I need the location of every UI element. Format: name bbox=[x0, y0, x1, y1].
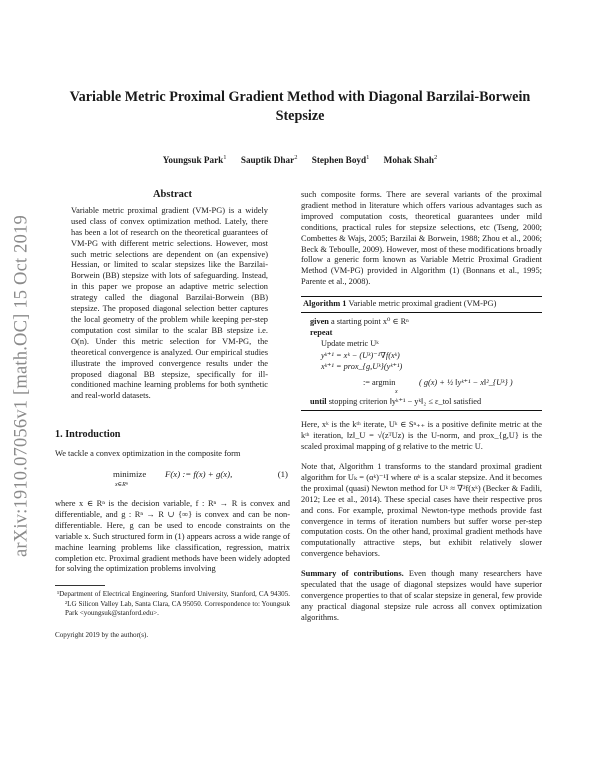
arxiv-stamp: arXiv:1910.07056v1 [math.OC] 15 Oct 2019 bbox=[11, 215, 32, 557]
abstract-text: Variable metric proximal gradient (VM-PG) is a widely used class of convex optimization method. Lately, there has been a lot of research on the theoretical guarantees of VM-PG with different metric selections. However, most such metric selections are dependent on (an expensive) Hessian, or limited to scalar stepsizes like the Barzilai-Borwein (BB) stepsize with lots of safeguarding. Instead, in this paper we propose an adaptive metric selection strategy called the diagonal Barzilai-Borwein (BB) stepsize. The proposed diagonal selection better captures the local geometry of the problem while keeping per-step computation cost similar to the scalar BB stepsize i.e. O(n). Under this metric selection for VM-PG, the theoretical convergence is analyzed. Our empirical studies illustrate the improved convergence results under the proposed diagonal BB stepsize, specifically for ill-conditioned machine learning problems for both synthetic and real-world datasets. bbox=[71, 205, 268, 401]
intro-paragraph-2: where x ∈ Rⁿ is the decision variable, f : Rⁿ → R is convex and differentiable, and g : Rⁿ → R ∪ {∞} is convex and can be non-differentiable. Here, g can be used to encode constraints on the variable x. Such structured form in (1) appears across a wide range of machine learning problems like classification, regression, matrix completion etc. Proximal gradient methods have been widely adopted for solving the optimization problems involving bbox=[55, 499, 290, 574]
algorithm-caption bbox=[301, 297, 542, 313]
footnote-rule bbox=[55, 585, 105, 586]
right-paragraph-3: Note that, Algorithm 1 transforms to the standard proximal gradient algorithm for Uₖ = (αᵏ)⁻¹I where αᵏ is a scalar stepsize. And it becomes the proximal (quasi) Newton method for Uᵏ ≈ ∇²f(xᵏ) (Becker & Fadili, 2012; Lee et al., 2014). These special cases have their respective pros and cons. For example, proximal Newton-type methods provide fast convergence in terms of iteration numbers but suffer worse per-step computation costs. On the other hand, proximal gradient methods have computationally attractive steps, but exhibit relatively slower convergence behaviors. bbox=[301, 462, 542, 559]
algorithm-line-update: Update metric Uᵏ bbox=[321, 339, 379, 349]
intro-paragraph-1: We tackle a convex optimization in the composite form bbox=[55, 449, 241, 459]
paper-title: Variable Metric Proximal Gradient Method with Diagonal Barzilai-Borwein Stepsize bbox=[69, 89, 531, 124]
right-paragraph-1: such composite forms. There are several variants of the proximal gradient method in literature which offers various advantages such as improved computation costs, theoretical guarantees under mild conditions, practical rules for stepsize selections, etc (Tseng, 2000; Combettes & Wajs, 2005; Barzilai & Borwein, 1988; Zhou et al., 2006; Beck & Teboulle, 2009). However, most of these modifications broadly follow a generic form known as Variable Metric Proximal Gradient Method (VM-PG) provided in Algorithm (1) (Bonnans et al., 1995; Parente et al., 2008). bbox=[301, 190, 542, 287]
right-paragraph-2: Here, xᵏ is the kᵗʰ iterate, Uᵏ ∈ Sⁿ₊₊ is a positive definite metric at the kᵗʰ iteration, ‖z‖_U = √(zᵀUz) is the U-norm, and prox_{g,U} is the scaled proximal mapping of g relative to the metric U. bbox=[301, 420, 542, 452]
algorithm-line-prox-step: xᵏ⁺¹ = prox_{g,Uᵏ}(yᵏ⁺¹) bbox=[321, 361, 403, 371]
author: Mohak Shah$^2$ bbox=[383, 154, 438, 166]
left-column bbox=[55, 190, 290, 641]
equation-operator: minimize bbox=[113, 469, 147, 480]
algorithm-label: Algorithm 1 bbox=[303, 299, 347, 309]
right-column bbox=[301, 190, 542, 624]
algorithm-line-until: until stopping criterion ‖yᵏ⁺¹ − yᵏ‖₂ ≤ ε_tol satisfied bbox=[310, 397, 482, 407]
author: Youngsuk Park$^1$ bbox=[162, 154, 227, 166]
copyright-note: Copyright 2019 by the author(s). bbox=[55, 630, 149, 639]
abstract-body bbox=[71, 206, 268, 402]
algorithm-box bbox=[301, 296, 542, 411]
affiliation-footnote: ¹Department of Electrical Engineering, Stanford University, Stanford, CA 94305. ²LG Silicon Valley Lab, Santa Clara, CA 95050. Correspondence to: Youngsuk Park <youngsuk@stanford.edu>. bbox=[57, 590, 290, 617]
author: Sauptik Dhar$^2$ bbox=[240, 154, 298, 166]
right-paragraph-4: Summary of contributions. Even though many researchers have speculated that the usage of diagonal stepsizes would have superior convergence properties to that of scalar stepsize in general, few provide any practical diagonal stepsize rule across all convex optimization algorithms. bbox=[301, 569, 542, 622]
algorithm-body bbox=[301, 313, 542, 411]
equation-subscript: x∈Rⁿ bbox=[115, 482, 128, 489]
algorithm-line-gradient-step: yᵏ⁺¹ = xᵏ − (Uᵏ)⁻¹∇f(xᵏ) bbox=[321, 350, 400, 360]
author: Stephen Boyd$^1$ bbox=[311, 154, 370, 166]
algorithm-line-repeat: repeat bbox=[310, 328, 333, 338]
author-list bbox=[55, 154, 545, 165]
section-heading-introduction: 1. Introduction bbox=[55, 429, 121, 441]
abstract-heading: Abstract bbox=[152, 189, 193, 200]
equation-number: (1) bbox=[277, 469, 288, 480]
algorithm-line-argmin: := argmin x ( g(x) + ½ ‖yᵏ⁺¹ − x‖²_{Uᵏ} ) bbox=[363, 378, 513, 396]
equation-objective: F(x) := f(x) + g(x), bbox=[165, 469, 233, 480]
equation-1 bbox=[55, 467, 290, 493]
algorithm-title: Variable metric proximal gradient (VM-PG) bbox=[348, 299, 497, 309]
algorithm-line-given: given a starting point x⁰ ∈ Rⁿ bbox=[310, 317, 409, 327]
